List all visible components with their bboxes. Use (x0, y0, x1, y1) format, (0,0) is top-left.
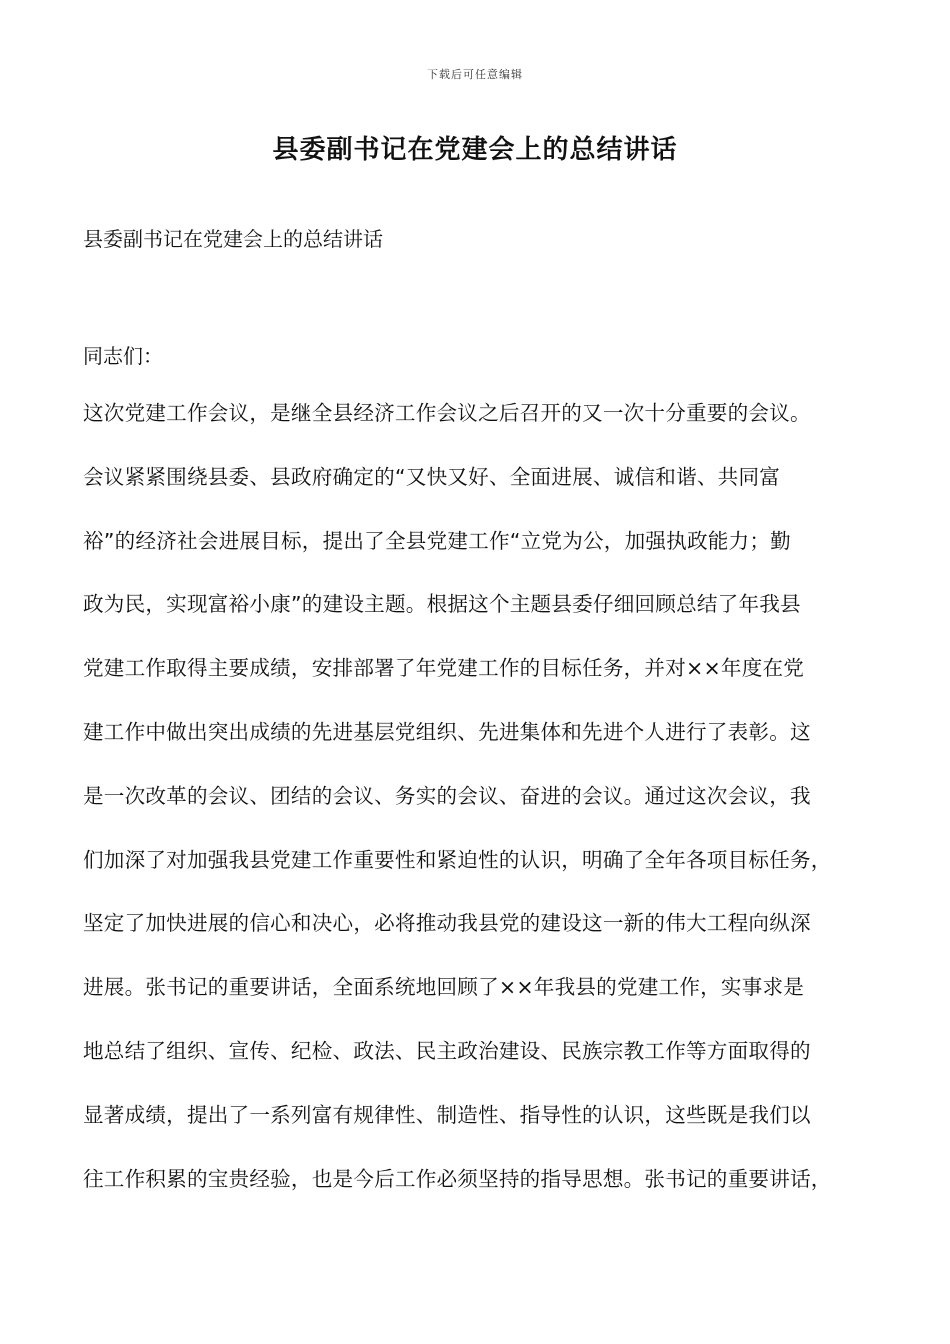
body-line: 党建工作取得主要成绩，安排部署了年党建工作的目标任务，并对××年度在党 (83, 656, 805, 681)
body-line: 往工作积累的宝贵经验，也是今后工作必须坚持的指导思想。张书记的重要讲话， (83, 1166, 832, 1191)
salutation: 同志们： (83, 344, 163, 368)
body-line: 们加深了对加强我县党建工作重要性和紧迫性的认识，明确了全年各项目标任务， (83, 847, 832, 872)
body-line: 裕”的经济社会进展目标，提出了全县党建工作“立党为公，加强执政能力；勤 (83, 528, 791, 553)
header-note: 下载后可任意编辑 (427, 68, 523, 81)
body-line: 建工作中做出突出成绩的先进基层党组织、先进集体和先进个人进行了表彰。这 (83, 719, 811, 744)
body-line: 地总结了组织、宣传、纪检、政法、民主政治建设、民族宗教工作等方面取得的 (83, 1038, 811, 1063)
body-line: 坚定了加快进展的信心和决心，必将推动我县党的建设这一新的伟大工程向纵深 (83, 911, 811, 936)
document-title: 县委副书记在党建会上的总结讲话 (272, 135, 678, 165)
body-text (83, 396, 883, 1225)
body-line: 进展。张书记的重要讲话，全面系统地回顾了××年我县的党建工作，实事求是 (83, 975, 805, 1000)
body-line: 显著成绩，提出了一系列富有规律性、制造性、指导性的认识，这些既是我们以 (83, 1102, 811, 1127)
body-line: 会议紧紧围绕县委、县政府确定的“又快又好、全面进展、诚信和谐、共同富 (83, 464, 781, 489)
document-subtitle: 县委副书记在党建会上的总结讲话 (83, 227, 383, 251)
body-line: 政为民，实现富裕小康”的建设主题。根据这个主题县委仔细回顾总结了年我县 (83, 592, 801, 617)
body-line: 这次党建工作会议，是继全县经济工作会议之后召开的又一次十分重要的会议。 (83, 401, 811, 425)
body-line: 是一次改革的会议、团结的会议、务实的会议、奋进的会议。通过这次会议，我 (83, 783, 811, 808)
